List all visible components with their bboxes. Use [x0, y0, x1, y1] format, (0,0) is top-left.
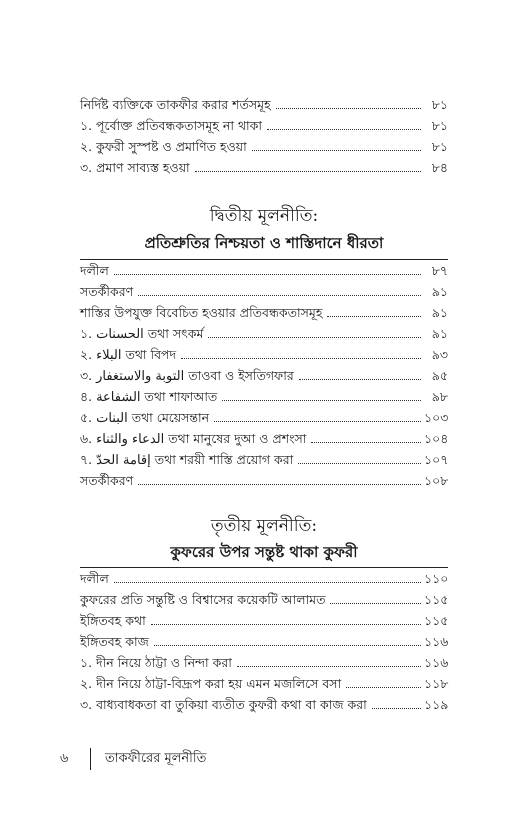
toc-entry: ৪. الشفاعة তথা শাফাআত ৯৮ [80, 389, 448, 405]
section-heading: তৃতীয় মূলনীতি: [210, 516, 318, 536]
toc-entry: ১. দীন নিয়ে ঠাট্টা ও নিন্দা করা ১১৬ [80, 655, 449, 670]
toc-entry: ২. দীন নিয়ে ঠাট্টা-বিদ্রূপ করা হয় এমন মজলিসে বসা ১১৮ [80, 676, 449, 691]
book-title: তাকফীরের মূলনীতি [105, 750, 207, 766]
dot-leader [114, 273, 421, 275]
dot-leader [151, 623, 421, 625]
toc-section-2 [80, 567, 448, 715]
section-subheading: কুফরের উপর সন্তুষ্ট থাকা কুফরী [170, 543, 358, 561]
toc-entry: ৩. প্রমাণ সাব্যস্ত হওয়া ৮৪ [80, 160, 448, 175]
toc-entry: নির্দিষ্ট ব্যক্তিকে তাকফীর করার শর্তসমূহ ৮১ [80, 97, 448, 112]
toc-entry: ৬. الدعاء والثناء তথা মানুষের দুআ ও প্রশংসা ১০৪ [80, 431, 449, 447]
toc-entry: ১. পূর্বোক্ত প্রতিবন্ধকতাসমূহ না থাকা ৮১ [80, 118, 448, 133]
toc-entry: শাস্তির উপযুক্ত বিবেচিত হওয়ার প্রতিবন্ধকতাসমূহ ৯১ [80, 305, 448, 320]
section-subheading: প্রতিশ্রুতির নিশ্চয়তা ও শাস্তিদানে ধীরতা [144, 234, 384, 252]
toc-entry: কুফরের প্রতি সন্তুষ্টি ও বিশ্বাসের কয়েকটি আলামত ১১৫ [80, 592, 449, 607]
dot-leader [252, 149, 421, 151]
dot-leader [372, 707, 421, 709]
dot-leader [138, 294, 421, 296]
dot-leader [298, 462, 421, 464]
dot-leader [181, 357, 421, 359]
toc-entry: ৭. إقامة الحدّ তথা শরয়ী শাস্তি প্রয়োগ করা ১০৭ [80, 452, 449, 468]
toc-entry: ইঙ্গিতবহ কথা ১১৫ [80, 613, 449, 628]
dot-leader [222, 399, 421, 401]
toc-entry: দলীল ১১০ [80, 571, 449, 586]
dot-leader [195, 170, 421, 172]
dot-leader [276, 107, 421, 109]
toc-entry: দলীল ৮৭ [80, 263, 448, 278]
dot-leader [327, 315, 421, 317]
toc-entry: সতর্কীকরণ ৯১ [80, 284, 448, 299]
dot-leader [154, 644, 421, 646]
toc-entry: ২. কুফরী সুস্পষ্ট ও প্রমাণিত হওয়া ৮১ [80, 139, 448, 154]
dot-leader [330, 602, 421, 604]
toc-entry: ৫. البنات তথা মেয়েসন্তান ১০৩ [80, 410, 449, 426]
page-footer [60, 748, 206, 770]
toc-entry: ৩. বাধ্যবাধকতা বা তুকিয়া ব্যতীত কুফরী কথা বা কাজ করা ১১৯ [80, 697, 449, 712]
toc-entry: ৩. التوبة والاستغفار তাওবা ও ইসতিগফার ৯৫ [80, 368, 448, 384]
toc-section-1 [80, 259, 448, 491]
dot-leader [214, 420, 421, 422]
dot-leader [237, 665, 421, 667]
dot-leader [138, 483, 421, 485]
toc-entry: ১. الحسنات তথা সৎকর্ম ৯১ [80, 326, 448, 342]
dot-leader [311, 441, 421, 443]
toc-section-0 [80, 94, 448, 178]
dot-leader [299, 378, 421, 380]
divider [90, 748, 91, 770]
section-heading: দ্বিতীয় মূলনীতি: [209, 206, 319, 226]
dot-leader [346, 686, 421, 688]
dot-leader [267, 128, 421, 130]
toc-entry: ইঙ্গিতবহ কাজ ১১৬ [80, 634, 449, 649]
dot-leader [208, 336, 421, 338]
toc-entry: ২. البلاء তথা বিপদ ৯৩ [80, 347, 448, 363]
toc-entry: সতর্কীকরণ ১০৮ [80, 473, 449, 488]
page-number: ৬ [60, 750, 69, 766]
dot-leader [114, 581, 421, 583]
